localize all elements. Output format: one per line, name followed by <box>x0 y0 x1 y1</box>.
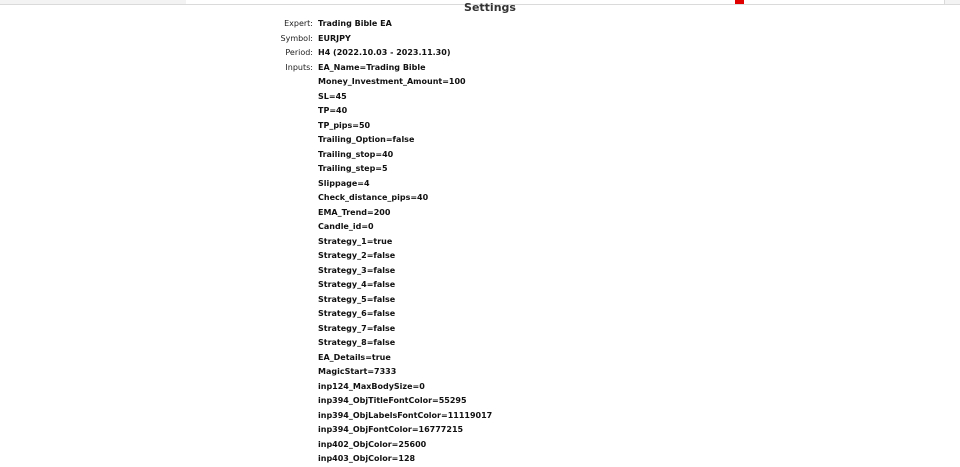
input-value: TP=40 <box>318 106 348 115</box>
input-value: EMA_Trend=200 <box>318 207 391 217</box>
input-value: inp403_ObjColor=128 <box>318 454 416 463</box>
symbol-label: Symbol: <box>280 33 313 43</box>
input-value: Candle_id=0 <box>318 222 374 231</box>
input-value: Money_Investment_Amount=100 <box>318 77 466 86</box>
symbol-value: EURJPY <box>318 33 351 43</box>
input-value: Strategy_8=false <box>318 338 396 347</box>
input-value: Strategy_1=true <box>318 236 393 246</box>
input-value: Strategy_7=false <box>318 323 396 333</box>
expert-label: Expert: <box>284 19 313 28</box>
period-value: H4 (2022.10.03 - 2023.11.30) <box>318 48 451 57</box>
input-value: EA_Name=Trading Bible <box>318 62 426 72</box>
input-value: Trailing_stop=40 <box>318 149 394 159</box>
input-value: Strategy_4=false <box>318 280 396 289</box>
input-value: Trailing_step=5 <box>318 164 388 173</box>
input-value: Strategy_6=false <box>318 309 396 318</box>
input-value: inp402_ObjColor=25600 <box>318 439 427 449</box>
input-value: Strategy_5=false <box>318 294 396 304</box>
report-title: Settings <box>464 1 516 14</box>
input-value: MagicStart=7333 <box>318 367 397 376</box>
input-value: Check_distance_pips=40 <box>318 193 429 202</box>
input-value: inp394_ObjTitleFontColor=55295 <box>318 396 467 405</box>
input-value: Slippage=4 <box>318 178 370 188</box>
input-value: inp394_ObjLabelsFontColor=11119017 <box>318 410 493 420</box>
input-value: Strategy_2=false <box>318 251 396 260</box>
input-value: inp394_ObjFontColor=16777215 <box>318 425 464 434</box>
input-value: Trailing_Option=false <box>318 135 415 144</box>
period-label: Period: <box>285 48 313 57</box>
input-value: Strategy_3=false <box>318 265 396 275</box>
input-value: TP_pips=50 <box>318 120 371 130</box>
expert-value: Trading Bible EA <box>318 19 392 28</box>
input-value: SL=45 <box>318 91 347 101</box>
input-value: inp124_MaxBodySize=0 <box>318 381 425 391</box>
inputs-label: Inputs: <box>285 62 313 72</box>
input-value: EA_Details=true <box>318 352 391 362</box>
